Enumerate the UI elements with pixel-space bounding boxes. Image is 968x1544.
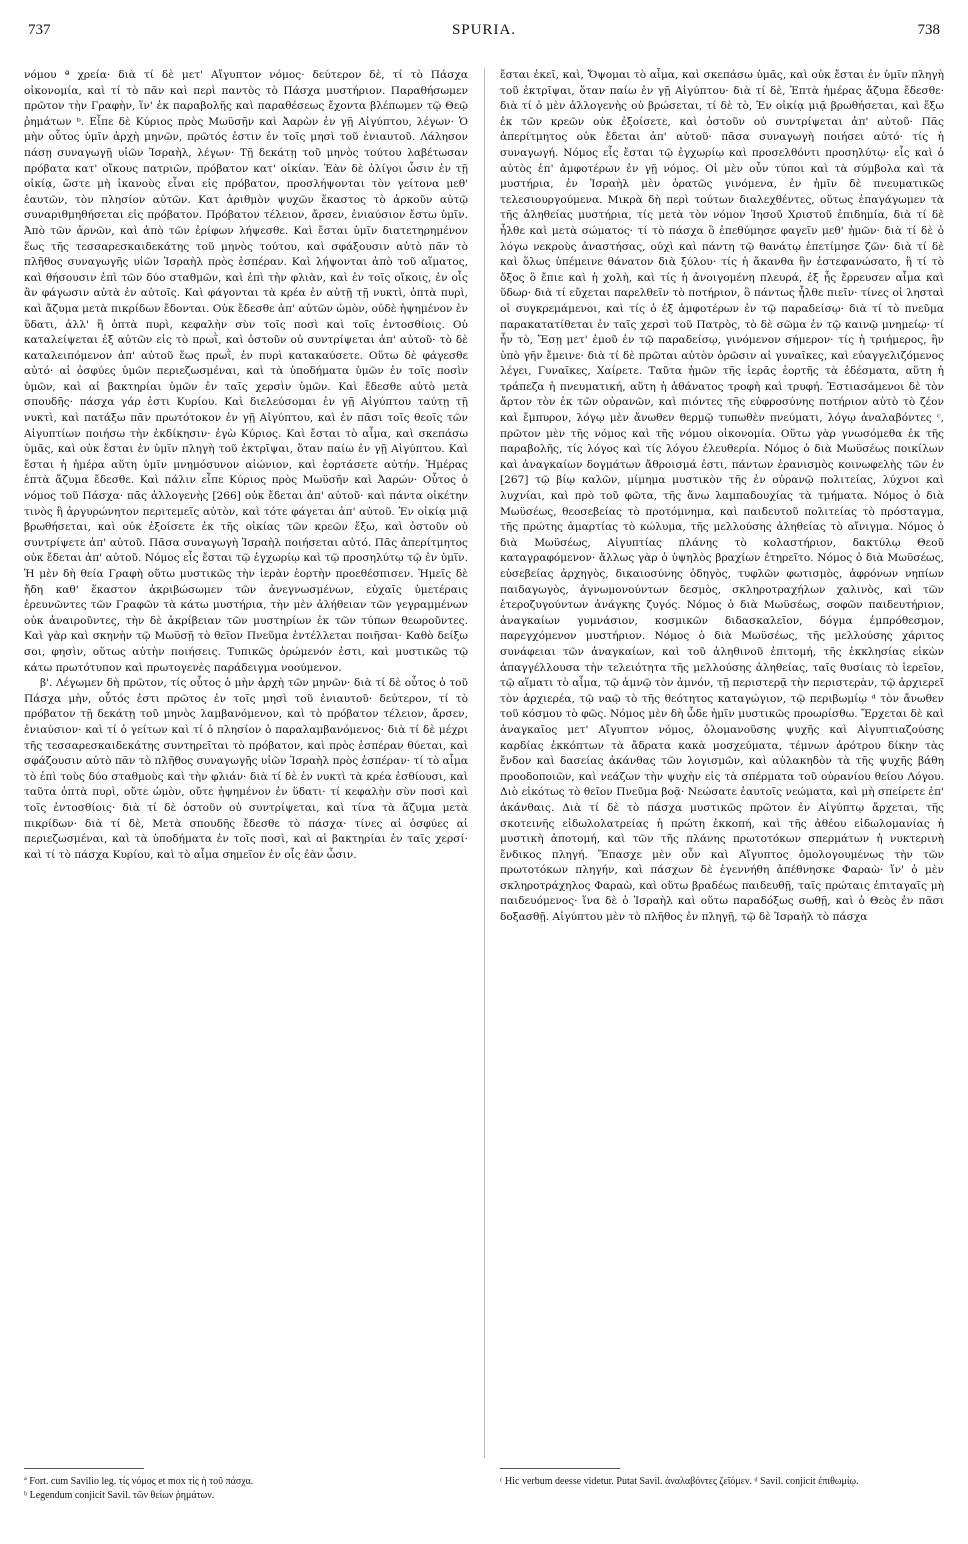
footnotes-right <box>500 1468 944 1489</box>
right-column <box>500 68 944 1448</box>
footnote-b: ᵇ Legendum conjicit Savil. τῶν θείων ῥημάτων. <box>24 1490 215 1501</box>
footnotes-left <box>24 1468 468 1503</box>
footnote-c-d: ᶜ Hic verbum deesse videtur. Putat Savil. ἀναλαβόντες ζεῖόμεν. ᵈ Savil. conjicit ἐπιθωμίῳ. <box>500 1476 859 1487</box>
page-header <box>24 20 944 50</box>
footnote-rule <box>500 1468 620 1469</box>
right-paragraph-1: ἔσται ἐκεῖ, καὶ, Ὄψομαι τὸ αἷμα, καὶ σκεπάσω ὑμᾶς, καὶ οὐκ ἔσται ἐν ὑμῖν πληγὴ τοῦ ἐκτρῖψαι, ὅταν παίω ἐν γῇ Αἰγύπτου· διὰ τί δὲ, Ἑπτὰ ἡμέρας ἄζυμα ἔδεσθε· διὰ τί ὁ μὲν ἀλλογενὴς οὐ βρώσεται, τί δὲ τὸ, Ἐν οἰκίᾳ μιᾷ βρωθήσεται, καὶ ἔξω ἐκ τῶν κρεῶν οὐκ ἐξοίσετε, καὶ ὀστοῦν οὐ συντρίψεται ἀπ' αὐτοῦ· Πᾶς ἀπερίτμητος οὐκ ἔδεται ἀπ' αὐτοῦ· πᾶσα συναγωγὴ ποιήσει αὐτό· τίς ἡ συναγωγή. Νόμος εἷς ἔσται τῷ ἐγχωρίῳ καὶ προσελθόντι προσηλύτῳ· εἷς καὶ ὁ αὐτὸς ἐπ' ἀμφοτέρων ἐν γῇ νόμος. Οἱ μὲν οὖν τύποι καὶ τὰ σύμβολα καὶ τὰ μυστήρια, ἐν Ἰσραὴλ μὲν ὁρατῶς γινόμενα, ἐν ἡμῖν δὲ πνευματικῶς τελεσιουργούμενα. Μικρὰ δὴ περὶ τούτων διαλεχθέντες, οὕτως ἐπαγάγωμεν τὰ τῆς ἀληθείας μυστήρια, τίς μετὰ τὸν νόμον Ἰησοῦ Χριστοῦ ἐπιδημία, διὰ τί δὲ ἦλθε καὶ μετὰ σώματος· τί τὸ πάσχα ὃ ἐπεθύμησε φαγεῖν μεθ' ἡμῶν· διὰ τί δὲ ὁ λόγω νεκροὺς ἀναστήσας, οὐχὶ καὶ πάντη τῷ θανάτῳ ἐπετίμησε ζῶν· διὰ τί δὲ καὶ ὅλως ὑπέμεινε θάνατον διὰ ξύλου· τίς ἡ ἄκανθα ἣν ἐστεφανώσατο, ἢ τί τὸ ὄξος ὃ ἔπιε καὶ ἡ χολὴ, καὶ τίς ἡ ἀνοιγομένη πλευρά, ἐξ ἧς ἔρρευσεν αἷμα καὶ ὕδωρ· διὰ τί εὔχεται παρελθεῖν τὸ ποτήριον, ὃ πάντως ἦλθε πιεῖν· τίνες οἱ λησταὶ οἱ συγκρεμάμενοι, καὶ τίς ὁ ἐξ ἀμφοτέρων ἐν τῷ παραδείσῳ· διὰ τί τὸ πνεῦμα παρακατατίθεται ἐν ταῖς χερσὶ τοῦ Πατρὸς, τὸ δὲ σῶμα ἐν τῷ καινῷ μνημείῳ· τί ἦν τὸ, Ἔσῃ μετ' ἐμοῦ ἐν τῷ παραδείσῳ, γινόμενον σήμερον· τίς ἡ τριήμερος, ἣν ὑπὸ γῆν ἔμεινε· διὰ τί δὲ πρῶται αὐτὸν ὁρῶσιν αἱ γυναῖκες, καὶ εὐαγγελιζόμενος λέγει, Γυναῖκες, Χαίρετε. Ταῦτα ἡμῶν τῆς ἱερᾶς ἑορτῆς τὰ ἐδέσματα, αὕτη ἡ τράπεζα ἡ πνευματική, αὕτη ἡ ἀθάνατος τροφὴ καὶ τρυφή. Ἑστιασάμενοι δὲ τὸν ἄρτον τὸν ἐκ τῶν οὐρανῶν, καὶ πιόντες τῆς εὐφροσύνης ποτήριον αὐτὸ τὸ ζέον καὶ ἔμπυρον, λόγῳ μὲν ἄνωθεν θερμῷ τυπωθὲν πνεύματι, λόγῳ ἀναλαβόντες ᶜ, πρῶτον μὲν τῆς νόμος καὶ τῆς νόμου οἰκονομία. Οὕτω γὰρ γνωσόμεθα ἐκ τῆς παραβολῆς, τίς λόγος καὶ τίς λόγου ἐλευθερία. Νόμος ὁ διὰ Μωϋσέως ποικίλων καὶ ἀναγκαίων δογμάτων ἄθροισμά ἐστι, πάντων ἐρανισμὸς κοινωφελὴς τῶν ἐν [267] τῷ βίῳ καλῶν, μίμημα μυστικὸν τῆς ἐν οὐρανῷ πολιτείας, λύχνοι καὶ λυχνίαι, καὶ πρὸ τοῦ φῶτα, τῆς ἄνω λαμπαδουχίας τὰ τμήματα. Νόμος ὁ διὰ Μωϋσέως, θεοσεβείας τὸ προτόμνημα, καὶ παιδευτοῦ πολιτείας τὸ πρόσταγμα, τῆς πρώτης ἁμαρτίας τὸ κώλυμα, τῆς μελλούσης ἀληθείας τὸ αἴνιγμα. Νόμος ὁ διὰ Μωϋσέως, Αἰγυπτίας πλάνης τὸ κολαστήριον, δακτύλῳ Θεοῦ καταγραφόμενον· ἄλλως γὰρ ὁ ὑψηλὸς βραχίων ἐτηρεῖτο. Νόμος ὁ διὰ Μωϋσέως, εὐσεβείας ἀρχηγὸς, δικαιοσύνης ὁδηγὸς, τυφλῶν φωτισμὸς, ἀφρόνων νηπίων παιδαγωγὸς, ἀγνωμονούντων δεσμὸς, σκληροτραχήλων χαλινὸς, καὶ τῶν ἑτεροζυγούντων ἀνάγκης ζυγός. Νόμος ὁ διὰ Μωϋσέως, σοφῶν παιδευτήριον, ἀναγκαίων γυμνάσιον, κοσμικῶν διδασκαλεῖον, δόγμα ἐμπρόθεσμον, παρεγχόμενον μυστήριον. Νόμος ὁ διὰ Μωϋσέως, τῆς μελλούσης χάριτος συνάφειαι τῶν ἀναγκαίων, καὶ τοῦ ἀληθινοῦ ἐπιτομή, τῆς ἐκκλησίας εἰκὼν ἀπαγγέλλουσα τὴν τελειότητα τῆς μελλούσης ἀληθείας, ταῖς θυσίαις τὸ ἱερεῖον, τῷ αἵματι τὸ αἷμα, τῷ ἀμνῷ τὸν ἀμνόν, τῇ περιστερᾷ τὴν περιστερὰν, τῷ ἀρχιερεῖ τὸν ἀρχιερέα, τῷ ναῷ τὸ τῆς θεότητος καταγώγιον, τῷ περιβωμίῳ ᵈ τὸν ἄνωθεν τοῦ κόσμου τὸ φῶς. Νόμος μὲν δὴ ὧδε ἡμῖν μυστικῶς προωρίσθω. Ἔρχεται δὲ καὶ ἀναγκαῖος μετ' Αἴγυπτον νόμος, ὁλομανοῦσης ψυχῆς καὶ Αἰγυπτιαζούσης καρδίας ἐκκόπτων τὰ ἄδρατα κακὰ μοσχεύματα, τέμνων ἀρότρου δίκην τὰς ἔνδον καὶ δασείας ἀκάνθας τῶν λογισμῶν, καὶ αὐλακηδὸν τὰ τῆς ψυχῆς βάθη προοδοποιῶν, καὶ νεάζων τὴν ψυχὴν εἰς τὰ σπέρματα τοῦ οὐρανίου θείου Λόγου. Διὸ εἰκότως τὸ θεῖον Πνεῦμα βοᾷ· Νεώσατε ἑαυτοῖς νεώματα, καὶ μὴ σπείρετε ἐπ' ἀκάνθαις. Διὰ τί δὲ τὸ πάσχα μυστικῶς πρῶτον ἐν Αἰγύπτῳ ἄρχεται, τῆς σκοτεινῆς εἰδωλολατρείας ἡ πρώτη ἐκκοπή, καὶ τῆς ἀθέου εἰδωλομανίας ἡ μυστικὴ ἀποτομή, καὶ τῶν τῆς πλάνης πρωτοτόκων σπερμάτων ἡ νυκτερινὴ ἔνδικος πληγή. Ἔπασχε μὲν οὖν καὶ Αἴγυπτος ὁμολογουμένως τὴν τῶν πρωτοτόκων πληγήν, καὶ πάσχων δὲ ἐγεννήθη ἀπέθνησκε Φαραὼ· ἵν' ὁ μὲν σκληροτράχηλος Φαραὼ, καὶ οὕτω βραδέως παιδευθῇ, ταῖς πρώταις ἐπιταγαῖς μὴ παιδευόμενος· ἵνα δὲ ὁ Ἰσραὴλ καὶ οὕτω παραδόξως σωθῇ, καὶ ὁ Θεὸς ἐν πᾶσι δοξασθῇ. Αἰγύπτου μὲν τὸ πλῆθος ἐν πληγῇ, τῷ δὲ Ἰσραὴλ τὸ πάσχα <box>500 69 944 924</box>
document-page <box>24 20 944 1520</box>
page-number-right: 738 <box>917 22 940 38</box>
footnote-rule <box>24 1468 144 1469</box>
running-title: SPURIA. <box>451 22 517 38</box>
left-paragraph-2: β'. Λέγωμεν δὴ πρῶτον, τίς οὗτος ὁ μὴν ἀρχὴ τῶν μηνῶν· διὰ τί δὲ οὗτος ὁ τοῦ Πάσχα μὴν, οὗτός ἐστι πρῶτος ἐν τοῖς μησὶ τοῦ ἐνιαυτοῦ· δεύτερον, τί τὸ πρόβατον τῇ δεκάτῃ τοῦ μηνὸς λαμβανόμενον, καὶ τὸ πρόβατον τέλειον, ἄρσεν, ἐνιαύσιον· καὶ τί ὁ γείτων καὶ τί ὁ πλησίον ὁ παραλαμβανόμενος· διὰ τί δὲ μέχρι τῆς τεσσαρεσκαιδεκάτης συντηρεῖται τὸ πρόβατον, καὶ πρὸς ἑσπέραν θύεται, καὶ σφάζουσιν αὐτὸ πᾶν τὸ πλῆθος συναγωγῆς υἱῶν Ἰσραὴλ πρὸς ἑσπέραν· τί τὸ αἷμα τὸ ἐπὶ τοὺς δύο σταθμοὺς καὶ τὴν φλιάν· διὰ τί δὲ ἐν νυκτὶ τὰ κρέα ἐσθίουσι, καὶ ταῦτα ὀπτὰ πυρὶ, οὔτε ὠμὸν, οὔτε ἡψημένον ἐν ὕδατι· τί κεφαλὴν σὺν ποσὶ καὶ τοῖς ἐντοσθίοις· διὰ τί δὲ ὀστοῦν οὐ συντρίψεται, καὶ τίνα τὰ ἄζυμα μετὰ πικρίδων· διὰ τί δὲ, Μετὰ σπουδῆς ἔδεσθε τὸ πάσχα· τίνες αἱ ὀσφύες αἱ περιεζωσμέναι, καὶ τὰ ὑποδήματα ἐν τοῖς ποσὶ, καὶ αἱ βακτηρίαι ἐν ταῖς χερσί· καὶ τί τὸ πάσχα Κυρίου, καὶ τὸ αἷμα σημεῖον ἐν οἷς ἐὰν ὦσιν. <box>24 677 468 861</box>
footnote-a: ª Fort. cum Savilio leg. τίς νόμος et mox τίς ἡ τοῦ πάσχα. <box>24 1476 254 1487</box>
left-paragraph-1: νόμου ª χρεία· διὰ τί δὲ μετ' Αἴγυπτον νόμος· δεύτερον δὲ, τί τὸ Πάσχα οἰκονομία, καὶ τί τὸ πᾶν καὶ περὶ παντὸς τὸ Πάσχα μυστήριον. Παραθήσωμεν πρῶτον τὴν Γραφὴν, ἵν' ἐκ παραβολῆς καὶ παραθέσεως ἔχοντα βλέπωμεν τῷ Θεῷ ῥημάτων ᵇ. Εἶπε δὲ Κύριος πρὸς Μωϋσῆν καὶ Ἀαρὼν ἐν γῇ Αἰγύπτου, λέγων· Ὁ μὴν οὗτος ὑμῖν ἀρχὴ μηνῶν, πρῶτός ἐστιν ἐν τοῖς μησὶ τοῦ ἐνιαυτοῦ. Λάλησον πάσῃ συναγωγῇ υἱῶν Ἰσραὴλ, λέγων· Τῇ δεκάτῃ τοῦ μηνὸς τούτου λαβέτωσαν πρόβατα κατ' οἴκους πατριῶν, πρόβατον κατ' οἰκίαν. Ἐὰν δὲ ὀλίγοι ὦσιν ἐν τῇ οἰκίᾳ, ὥστε μὴ ἱκανοὺς εἶναι εἰς πρόβατον, προσλήψονται τὸν γείτονα μεθ' ἑαυτῶν, τὸν πλησίον αὐτῶν. Κατ ἀριθμὸν ψυχῶν ἕκαστος τὸ ἀρκοῦν αὐτῷ συναριθμηθήσεται εἰς πρόβατον. Πρόβατον τέλειον, ἄρσεν, ἐνιαύσιον ἔστω ὑμῖν. Ἀπὸ τῶν ἀρνῶν, καὶ ἀπὸ τῶν ἐρίφων λήψεσθε. Καὶ ἔσται ὑμῖν διατετηρημένον ἕως τῆς τεσσαρεσκαιδεκάτης τοῦ μηνὸς τούτου, καὶ σφάξουσιν αὐτὸ πᾶν τὸ πλῆθος συναγωγῆς υἱῶν Ἰσραὴλ πρὸς ἑσπέραν. Καὶ λήψονται ἀπὸ τοῦ αἵματος, καὶ θήσουσιν ἐπὶ τῶν δύο σταθμῶν, καὶ ἐπὶ τὴν φλιὰν, καὶ ἐν τοῖς οἴκοις, ἐν οἷς ἂν φάγωσιν αὐτὰ ἐν αὐτοῖς. Καὶ φάγονται τὰ κρέα ἐν αὐτῇ τῇ νυκτὶ, ὀπτὰ πυρὶ, καὶ ἄζυμα μετὰ πικρίδων ἔδονται. Οὐκ ἔδεσθε ἀπ' αὐτῶν ὠμὸν, οὐδὲ ἡψημένον ἐν ὕδατι, ἀλλ' ἢ ὀπτὰ πυρὶ, κεφαλὴν σὺν τοῖς ποσὶ καὶ τοῖς ἐντοσθίοις. Οὐ καταλείψεται ἐξ αὐτῶν εἰς τὸ πρωῒ, καὶ ὀστοῦν οὐ συντρίψεται ἀπ' αὐτοῦ· τὸ δὲ καταλειπόμενον ἀπ' αὐτοῦ ἕως πρωῒ, ἐν πυρὶ κατακαύσετε. Οὕτω δὲ φάγεσθε αὐτό· αἱ ὀσφύες ὑμῶν περιεζωσμέναι, καὶ τὰ ὑποδήματα ὑμῶν ἐν τοῖς ποσὶν ὑμῶν, καὶ αἱ βακτηρίαι ὑμῶν ἐν ταῖς χερσὶν ὑμῶν. Καὶ ἔδεσθε αὐτὸ μετὰ σπουδῆς· πάσχα γάρ ἐστι Κυρίου. Καὶ διελεύσομαι ἐν γῇ Αἰγύπτου ταύτῃ τῇ νυκτὶ, καὶ πατάξω πᾶν πρωτότοκον ἐν γῇ Αἰγύπτου, καὶ ἐν πᾶσι τοῖς θεοῖς τῶν Αἰγυπτίων ποιήσω τὴν ἐκδίκησιν· ἐγὼ Κύριος. Καὶ ἔσται τὸ αἷμα, καὶ σκεπάσω ὑμᾶς, καὶ οὐκ ἔσται ἐν ὑμῖν πληγὴ τοῦ ἐκτρῖψαι, ὅταν παίω ἐν γῇ Αἰγύπτου. Καὶ ἔσται ἡ ἡμέρα αὕτη ὑμῖν μνημόσυνον αἰώνιον, καὶ ἑορτάσετε αὐτήν. Ἡμέρας ἑπτὰ ἄζυμα ἔδεσθε. Καὶ πάλιν εἶπε Κύριος πρὸς Μωϋσῆν καὶ Ἀαρών· Οὗτος ὁ νόμος τοῦ Πάσχα· πᾶς ἀλλογενὴς [266] οὐκ ἔδεται ἀπ' αὐτοῦ· καὶ πάντα οἰκέτην τινὸς ἢ ἀργυρώνητον περιτεμεῖς αὐτὸν, καὶ τότε φάγεται ἀπ' αὐτοῦ. Ἐν οἰκίᾳ μιᾷ βρωθήσεται, καὶ οὐκ ἐξοίσετε ἐκ τῆς οἰκίας τῶν κρεῶν ἔξω, καὶ ὀστοῦν οὐ συντρίψετε ἀπ' αὐτοῦ. Πᾶσα συναγωγὴ Ἰσραὴλ ποιήσεται αὐτό. Πᾶς ἀπερίτμητος οὐκ ἔδεται ἀπ' αὐτοῦ. Νόμος εἷς ἔσται τῷ ἐγχωρίῳ καὶ τῷ προσηλύτῳ τῷ ἐν ὑμῖν. Ἡ μὲν δὴ θεία Γραφὴ οὕτω μυστικῶς τὴν ἱερὰν ἑορτὴν προεθέσπισεν. Ἡμεῖς δὲ ἤδη καθ' ἕκαστον ἀκριβώσωμεν τῶν ἀνεγνωσμένων, εὐχαῖς ὑμετέραις ἐρευνῶντες τῶν Γραφῶν τὰ κάτω μυστήρια, τὴν μὲν ἀλήθειαν τῶν γεγραμμένων οὐκ ἀναιροῦντες, τὴν δὲ ἀκρίβειαν τῶν μυστηρίων ἐκ τῶν τύπων θεωροῦντες. Καὶ γὰρ καὶ σκηνὴν τῷ Μωϋσῇ τὸ θεῖον Πνεῦμα ἐντέλλεται ποιῆσαι· Καθὸ δείξω σοι, φησὶν, οὕτως αὐτὴν ποιήσεις. Τυπικῶς ὁρώμενόν ἐστι, καὶ μυστικῶς τῷ κάτω πρωτότυπον καὶ πρωτογενὲς παράδειγμα νοούμενον. <box>24 69 468 674</box>
column-divider <box>484 68 485 1458</box>
page-number-left: 737 <box>28 22 51 38</box>
left-column <box>24 68 468 1448</box>
